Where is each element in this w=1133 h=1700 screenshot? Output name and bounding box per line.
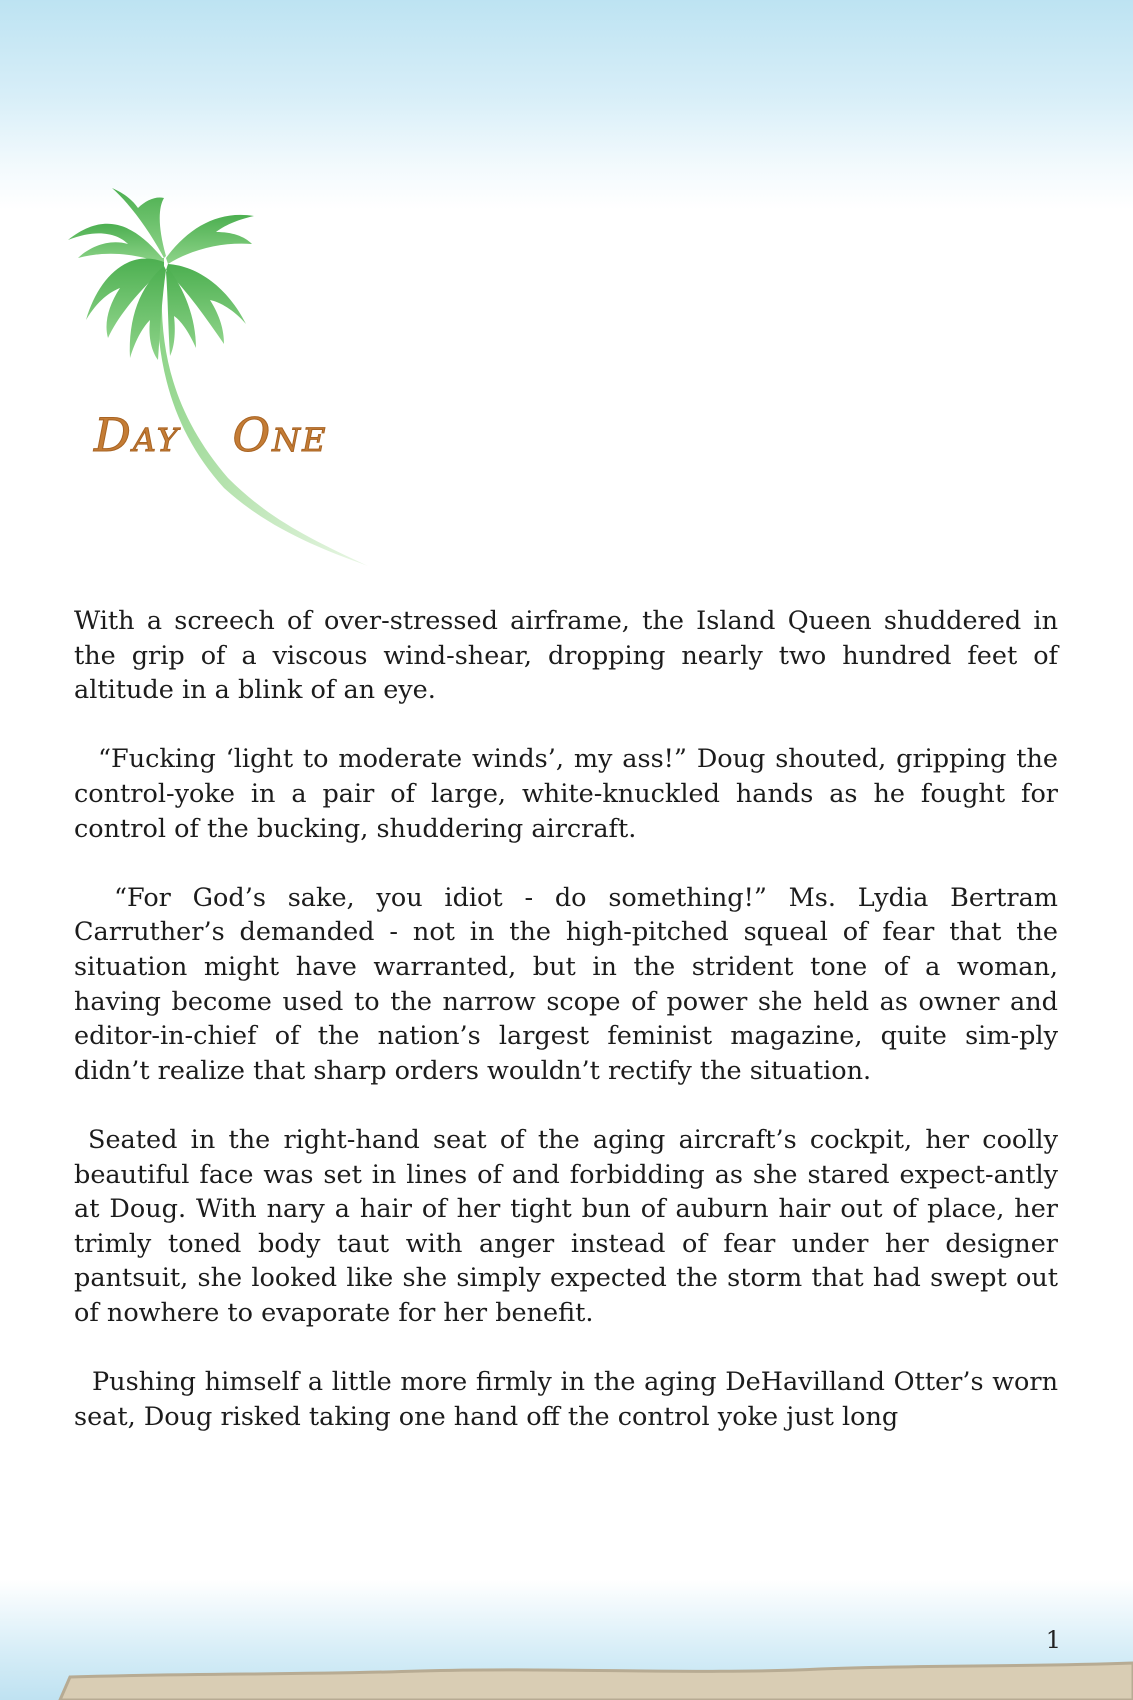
sand-beach-strip	[0, 1655, 1133, 1700]
palm-tree-icon	[68, 188, 388, 568]
sky-header-gradient	[0, 0, 1133, 210]
chapter-title: Day One	[94, 408, 328, 462]
chapter-body	[74, 604, 1058, 1469]
paragraph: Pushing himself a little more firmly in the aging DeHavilland Otter’s worn seat, Doug risked taking one hand off the control yoke just long	[74, 1367, 1058, 1432]
paragraph: “Fucking ‘light to moderate winds’, my ass!” Doug shouted, gripping the control-yoke in a pair of large, white-knuckled hands as he fought for control of the bucking, shuddering aircraft.	[74, 744, 1058, 844]
paragraph: Seated in the right-hand seat of the aging aircraft’s cockpit, her coolly beautiful face was set in lines of and forbidding as she stared expect-antly at Doug. With nary a hair of her tight bun of auburn hair out of place, her trimly toned body taut with anger instead of fear under her designer pantsuit, she looked like she simply expected the storm that had swept out of nowhere to evaporate for her benefit.	[74, 1124, 1058, 1328]
paragraph: With a screech of over-stressed airframe, the Island Queen shuddered in the grip of a viscous wind-shear, dropping nearly two hundred feet of altitude in a blink of an eye.	[74, 606, 1058, 706]
page-number: 1	[1045, 1626, 1061, 1654]
paragraph: “For God’s sake, you idiot - do something!” Ms. Lydia Bertram Carruther’s demanded - not in the high-pitched squeal of fear that the situation might have warranted, but in the strident tone of a woman, having become used to the narrow scope of power she held as owner and editor-in-chief of the nation’s largest feminist magazine, quite sim-ply didn’t realize that sharp orders wouldn’t rectify the situation.	[74, 882, 1058, 1086]
